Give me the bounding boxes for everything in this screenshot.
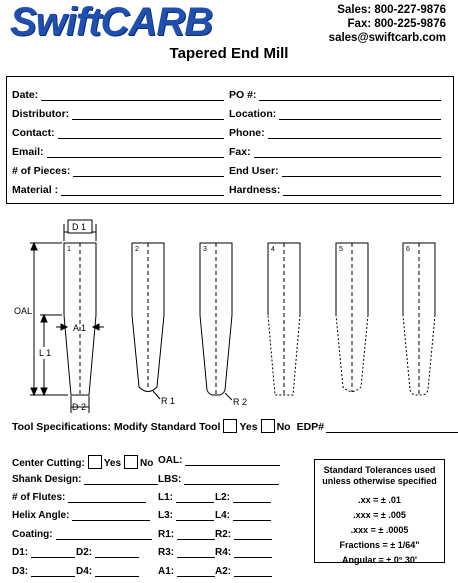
center-cutting-no-checkbox[interactable] <box>124 455 138 469</box>
r4-field[interactable] <box>215 547 272 558</box>
shank-design-field[interactable] <box>12 474 158 485</box>
l3-line[interactable] <box>176 511 214 521</box>
date-label: Date: <box>12 89 39 101</box>
tool-number-4: 4 <box>271 246 275 253</box>
d2-field-label: D2: <box>76 547 93 558</box>
r2-field-label: R2: <box>215 529 232 540</box>
tool-spec-label: Tool Specifications: Modify Standard Tool <box>12 421 221 433</box>
oal-field[interactable] <box>158 455 280 466</box>
pieces-field[interactable] <box>12 165 224 177</box>
po-field[interactable] <box>229 89 441 101</box>
l2-field-label: L2: <box>215 492 230 503</box>
a2-field[interactable] <box>215 566 272 577</box>
tool-2-drawing <box>132 243 164 399</box>
center-cutting-field <box>12 455 153 469</box>
l1-line[interactable] <box>176 493 214 503</box>
a1-field-label: A1: <box>158 566 175 577</box>
fax-field[interactable] <box>229 146 441 158</box>
l3-field-label: L3: <box>158 510 173 521</box>
pieces-label: # of Pieces: <box>12 165 71 177</box>
distributor-field[interactable] <box>12 108 224 120</box>
tolerances-heading-line-1: Standard Tolerances used <box>323 465 436 475</box>
d1-field[interactable] <box>12 547 75 558</box>
l1-label: L 1 <box>39 348 52 358</box>
d4-field[interactable] <box>76 566 139 577</box>
a1-field[interactable] <box>158 566 215 577</box>
d3-field[interactable] <box>12 566 75 577</box>
r1-field[interactable] <box>158 529 215 540</box>
r3-line[interactable] <box>177 548 215 558</box>
r1-line[interactable] <box>177 530 215 540</box>
location-label: Location: <box>229 108 277 120</box>
d2-field[interactable] <box>76 547 139 558</box>
d2-line[interactable] <box>95 548 139 558</box>
hardness-label: Hardness: <box>229 184 281 196</box>
hardness-field[interactable] <box>229 184 441 196</box>
contact-label: Contact: <box>12 127 55 139</box>
material-field[interactable] <box>12 184 224 196</box>
lbs-line[interactable] <box>184 475 279 485</box>
pieces-input-line[interactable] <box>73 166 224 177</box>
sales-phone: Sales: 800-227-9876 <box>337 4 446 16</box>
modify-yes-checkbox[interactable] <box>223 419 237 433</box>
r1-field-label: R1: <box>158 529 175 540</box>
email-label: Email: <box>12 146 44 158</box>
r2-field[interactable] <box>215 529 272 540</box>
coating-label: Coating: <box>12 529 53 540</box>
tool-number-6: 6 <box>406 246 410 253</box>
tool-spec-row <box>12 419 458 433</box>
fax-label: Fax: <box>229 146 251 158</box>
tool-5-drawing <box>336 243 368 392</box>
a1-label: A 1 <box>73 323 87 333</box>
phone-input-line[interactable] <box>268 128 441 139</box>
modify-no-label: No <box>276 421 291 433</box>
tolerance-row: .xxx = ± .005 <box>353 510 406 520</box>
coating-line[interactable] <box>56 530 152 540</box>
d3-field-label: D3: <box>12 566 29 577</box>
oal-label: OAL <box>14 306 33 316</box>
sales-email[interactable]: sales@swiftcarb.com <box>328 32 446 44</box>
modify-no-checkbox[interactable] <box>261 419 275 433</box>
tool-4-drawing <box>268 243 300 395</box>
r3-field-label: R3: <box>158 547 175 558</box>
standard-tolerances-box <box>314 459 445 563</box>
modify-yes-label: Yes <box>239 421 258 433</box>
location-input-line[interactable] <box>279 109 441 120</box>
d2-label: D 2 <box>72 402 87 412</box>
date-input-line[interactable] <box>41 90 224 101</box>
location-field[interactable] <box>229 108 441 120</box>
a1-line[interactable] <box>177 567 215 577</box>
material-label: Material : <box>12 184 59 196</box>
r4-field-label: R4: <box>215 547 232 558</box>
distributor-label: Distributor: <box>12 108 70 120</box>
email-field[interactable] <box>12 146 224 158</box>
oal-line[interactable] <box>185 456 280 466</box>
end-user-input-line[interactable] <box>282 166 441 177</box>
phone-field[interactable] <box>229 127 441 139</box>
d4-field-label: D4: <box>76 566 93 577</box>
d1-field-label: D1: <box>12 547 29 558</box>
center-cutting-label: Center Cutting: <box>12 458 85 469</box>
lbs-field-label: LBS: <box>158 474 182 485</box>
fax-input-line[interactable] <box>254 147 441 158</box>
material-input-line[interactable] <box>61 185 224 196</box>
r4-line[interactable] <box>234 548 272 558</box>
l2-line[interactable] <box>233 493 271 503</box>
tool-diagrams <box>0 210 458 415</box>
r2-label: R 2 <box>233 397 248 407</box>
date-field[interactable] <box>12 89 224 101</box>
tolerances-heading-line-2: unless otherwise specified <box>322 476 437 486</box>
tool-number-3: 3 <box>203 246 207 253</box>
d1-label: D 1 <box>72 222 87 232</box>
l2-field[interactable] <box>215 492 271 503</box>
fax-number: Fax: 800-225-9876 <box>347 18 446 30</box>
shank-design-line[interactable] <box>84 475 158 485</box>
tool-number-5: 5 <box>339 246 343 253</box>
swiftcarb-logo: SwiftCARB <box>10 0 213 44</box>
end-user-label: End User: <box>229 165 279 177</box>
contact-field[interactable] <box>12 127 224 139</box>
r3-field[interactable] <box>158 547 215 558</box>
tool-number-1: 1 <box>67 246 71 253</box>
edp-input-line[interactable] <box>326 422 458 433</box>
helix-angle-field[interactable] <box>12 510 150 521</box>
tool-number-2: 2 <box>135 246 139 253</box>
po-label: PO #: <box>229 89 257 101</box>
l4-field[interactable] <box>215 510 271 521</box>
helix-angle-line[interactable] <box>72 511 150 521</box>
center-cutting-yes-checkbox[interactable] <box>88 455 102 469</box>
d3-line[interactable] <box>31 567 75 577</box>
r2-line[interactable] <box>234 530 272 540</box>
flutes-label: # of Flutes: <box>12 492 66 503</box>
coating-field[interactable] <box>12 529 152 540</box>
contact-info <box>329 3 446 45</box>
phone-label: Phone: <box>229 127 265 139</box>
customer-info-box <box>6 76 454 204</box>
end-user-field[interactable] <box>229 165 441 177</box>
tolerance-row: Fractions = ± 1/64" <box>339 540 420 550</box>
l4-line[interactable] <box>233 511 271 521</box>
tolerance-row: .xxx = ± .0005 <box>350 525 409 535</box>
email-input-line[interactable] <box>47 147 224 158</box>
tolerance-row: Angular = ± 0° 30' <box>342 555 417 565</box>
a2-field-label: A2: <box>215 566 232 577</box>
edp-label: EDP# <box>296 421 324 433</box>
tolerance-row: .xx = ± .01 <box>358 495 401 505</box>
r1-label: R 1 <box>161 396 176 406</box>
lbs-field[interactable] <box>158 474 279 485</box>
tool-6-drawing <box>403 243 435 395</box>
l4-field-label: L4: <box>215 510 230 521</box>
page-title: Tapered End Mill <box>169 45 289 62</box>
l1-field-label: L1: <box>158 492 173 503</box>
tool-3-drawing <box>200 243 232 400</box>
hardness-input-line[interactable] <box>283 185 441 196</box>
d1-line[interactable] <box>31 548 75 558</box>
oal-field-label: OAL: <box>158 455 183 466</box>
d4-line[interactable] <box>95 567 139 577</box>
center-cutting-no-label: No <box>140 458 154 469</box>
po-input-line[interactable] <box>259 90 441 101</box>
distributor-input-line[interactable] <box>72 109 224 120</box>
contact-input-line[interactable] <box>58 128 224 139</box>
flutes-field[interactable] <box>12 492 146 503</box>
a2-line[interactable] <box>234 567 272 577</box>
tolerances-heading <box>315 465 444 487</box>
flutes-line[interactable] <box>68 493 146 503</box>
helix-angle-label: Helix Angle: <box>12 510 70 521</box>
shank-design-label: Shank Design: <box>12 474 82 485</box>
center-cutting-yes-label: Yes <box>103 458 122 469</box>
l1-field[interactable] <box>158 492 214 503</box>
l3-field[interactable] <box>158 510 214 521</box>
